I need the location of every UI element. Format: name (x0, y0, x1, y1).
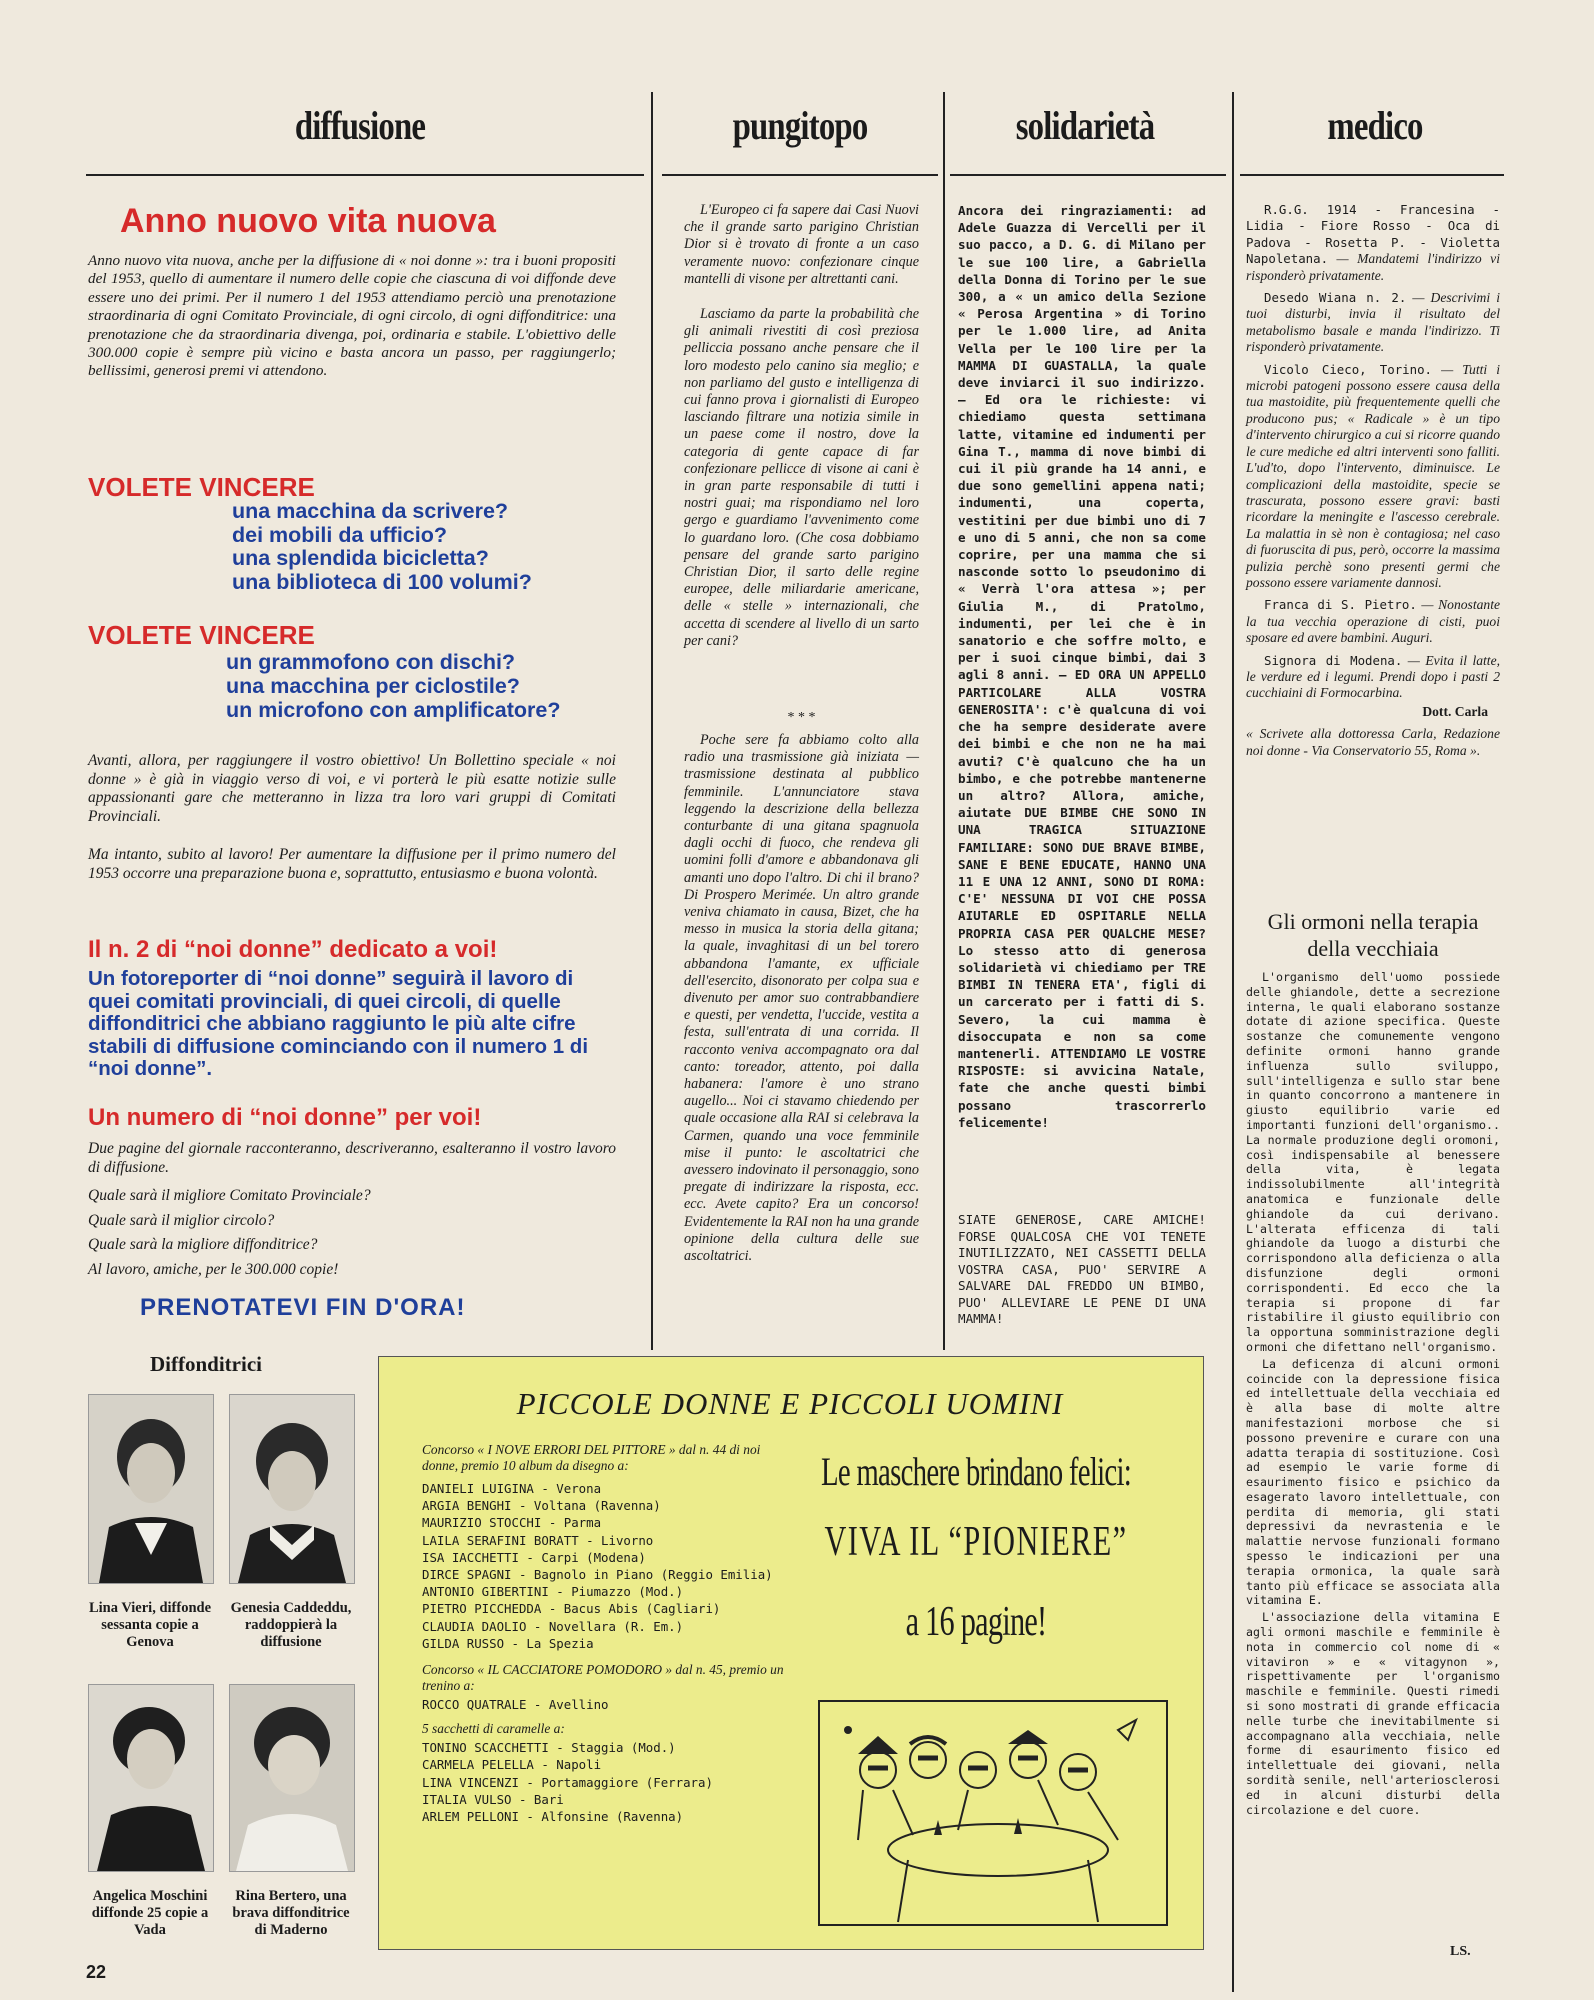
reply-item (1246, 597, 1500, 646)
reply-text: — Evita il latte, le verdure ed i legumi. Prendi dopo i pasti 2 cucchiaini di Formocarbina. (1246, 652, 1500, 701)
promo-line-1: Le maschere brindano felici: (820, 1449, 1132, 1494)
list-item: MAURIZIO STOCCHI - Parma (422, 1515, 602, 1531)
portrait-photo (88, 1684, 214, 1872)
solidarieta-p1: Ancora dei ringraziamenti: ad Adele Guazza di Vercelli per il suo pacco, a D. G. di Milano per le sue 100 lire, a Gabriella della Donna di Torino per le sue 300, a « un amico della Sezione « Perosa Argentina » di Torino per le 1.000 lire, ad Anita Vella per le 100 lire per la MAMMA DI GUASTALLA, la quale deve inviarci il suo indirizzo. — Ed ora le richieste: vi chiediamo questa settimana latte, vitamine ed indumenti per Gina T., mamma di nove bimbi di cui il più grande ha 14 anni, e due sono gemellini appena nati; indumenti, una coperta, vestitini per due bimbi uno di 7 e uno di 5 anni, che non sa come coprire, per una mamma che si nasconde sotto lo pseudonimo di « Verrà l'ora attesa »; per Giulia M., di Pratolmo, indumenti, per lei che è in sanatorio e che soffre molto, e per i suoi cinque bimbi, dai 3 agli 8 anni. — ED ORA UN APPELLO PARTICOLARE ALLA VOSTRA GENEROSITA': c'è qualcuna di voi che ha sempre desiderate avere dei bimbi e che non ne ha mai avuti? C'è qualcuno che ha un bimbo, e che potrebbe mantenerne un altro? Allora, amiche, aiutate DUE BIMBE CHE SONO IN UNA TRAGICA SITUAZIONE FAMILIARE: SONO DUE BRAVE BIMBE, SANE E BENE EDUCATE, HANNO UNA 11 E UNA 12 ANNI, SONO DI ROMA: C'E' NESSUNA DI VOI CHE POSSA AIUTARLE ED OSPITARLE NELLA PROPRIA CASA PER QUALCHE MESE? Lo stesso atto di generosa solidarietà vi chiediamo per TRE BIMBI IN TENERA ETA', figli di un carcerato per i fatti di S. Severo, la cui mamma è disoccupata e non sa come mantenerli. ATTENDIAMO LE VOSTRE RISPOSTE: si avvicina Natale, fate che anche questi bimbi possano trascorrerlo felicemente! (958, 203, 1206, 1130)
winners-list-3 (422, 1739, 784, 1825)
list-item: un grammofono con dischi? (226, 650, 516, 674)
numero-questions (88, 1184, 616, 1282)
list-item: una biblioteca di 100 volumi? (232, 569, 532, 594)
reply-name: Franca di S. Pietro. (1264, 597, 1417, 613)
winners-list-1 (422, 1480, 784, 1652)
vincere-list-2 (226, 650, 560, 722)
reply-item (1246, 653, 1500, 702)
header-rule-1 (86, 174, 644, 176)
list-item: Quale sarà la migliore diffonditrice? (88, 1236, 318, 1253)
reply-name: Signora di Modena. (1264, 652, 1403, 668)
diffusione-avanti: Avanti, allora, per raggiungere il vostro obiettivo! Un Bollettino speciale « noi donne » è già in viaggio verso di voi, e vi porterà le più esatte notizie sulle appassionanti gare che metteranno in lizza tra loro vari gruppi di Comitati Provinciali. (88, 752, 616, 825)
list-item: Quale sarà il migliore Comitato Provinciale? (88, 1187, 371, 1204)
list-item: ISA IACCHETTI - Carpi (Modena) (422, 1549, 646, 1565)
diffusione-title: Anno nuovo vita nuova (120, 202, 496, 240)
list-item: ROCCO QUATRALE - Avellino (422, 1697, 609, 1713)
list-item: CARMELA PELELLA - Napoli (422, 1757, 602, 1773)
list-item: CLAUDIA DAOLIO - Novellara (R. Em.) (422, 1618, 684, 1634)
portrait-caption: Genesia Caddeddu, raddoppierà la diffusione (230, 1600, 352, 1650)
list-item: una splendida bicicletta? (232, 546, 489, 570)
reply-name: Desedo Wiana n. 2. (1264, 290, 1407, 306)
reply-item (1246, 362, 1500, 592)
portrait-image (89, 1395, 213, 1583)
masks-illustration (818, 1700, 1168, 1926)
section-header-diffusione: diffusione (294, 103, 426, 148)
portrait-photo (229, 1394, 355, 1584)
reply-item (1246, 202, 1500, 284)
medico-signature: Dott. Carla (1422, 703, 1488, 719)
portrait-photo (229, 1684, 355, 1872)
column-divider-1 (651, 92, 653, 1350)
list-item: ANTONIO GIBERTINI - Piumazzo (Mod.) (422, 1584, 684, 1600)
list-item: Al lavoro, amiche, per le 300.000 copie! (88, 1260, 339, 1278)
pungitopo-p3: Poche sere fa abbiamo colto alla radio una trasmissione già iniziata — trasmissione destinata al pubblico femminile. L'annunciatore stava leggendo la descrizione della bellezza conturbante di una gitana spagnuola dagli occhi di fuoco, che rendeva gli uomini folli d'amore e abbandonava gli amanti uno dopo l'altro. Di chi il brano? Di Prospero Merimée. Un altro grande veniva chiamato in causa, Bizet, che ha messo in musica la storia della gitana; la quale, invaghitasi di un bel torero abbandona l'amante, ex ufficiale dell'esercito, disonorato per colpa sua e divenuto per amor suo contrabbandiere e questi, per vendetta, l'uccide, vestita a festa, sull'entrata di una corrida. Il racconto veniva accompagnato ora dal canto: toreador, attento, poi dalla habanera: l'amore è uno strano augello... Noi ci stavamo chiedendo per quale occasione alla RAI si celebrava la Carmen, quando una voce femminile mise il punto: le ascoltatrici che avessero indovinato il personaggio, sono pregate di indirizzare la risposta, ecc. ecc. Avete capito? Era un concorso! Evidentemente la RAI non ha una grande opinione della cultura delle sue ascoltatrici. (684, 732, 919, 1265)
portrait-caption: Lina Vieri, diffonde sessanta copie a Genova (88, 1600, 212, 1650)
list-item: DANIELI LUIGINA - Verona (422, 1481, 602, 1496)
portrait-photo (88, 1394, 214, 1584)
concorso-intro-3: 5 sacchetti di caramelle a: (422, 1721, 565, 1737)
n2-text: Un fotoreporter di “noi donne” seguirà il lavoro di quei comitati provinciali, di quei circoli, di quelle diffonditrici che abbiano raggiunto le più alte cifre stabili di diffusione cominciando con il numero 1 di “noi donne”. (88, 967, 589, 1080)
vincere-heading-2: VOLETE VINCERE (88, 620, 315, 650)
list-item: dei mobili da ufficio? (232, 522, 447, 547)
article-initials: LS. (1450, 1944, 1471, 1959)
numero-heading: Un numero di “noi donne” per voi! (88, 1104, 482, 1131)
article-body (1246, 970, 1500, 1817)
medico-replies (1246, 202, 1500, 759)
portrait-image (89, 1685, 213, 1871)
section-header-pungitopo: pungitopo (732, 103, 868, 148)
vincere-list-1 (232, 500, 532, 594)
article-paragraph: L'organismo dell'uomo possiede delle ghiandole, dette a secrezione interna, le quali elaborano sostanze dotate di azione specifica. Queste sostanze che comunemente vengono definite ormoni hanno grande influenza sullo sviluppo, sull'intelligenza e sullo star bene in quanto concorrono a mantenere in giusto equilibrio varie ed importanti funzioni dell'organismo.. La normale produzione degli oromoni, così indispensabile al benessere della vita, è legata indissolubilmente all'integrità anatomica e funzionale delle ghiandole da cui derivano. L'alterata efficenza di tali ghiandole da luogo a disturbi che corrispondono alla deficienza o alla disfunzione degli ormoni corrispondenti. Ed ecco che la terapia si propone di far ristabilire il giusto equilibrio con la opportuna somministrazione degli ormoni che difettano nell'organismo. (1246, 970, 1500, 1354)
list-item: LINA VINCENZI - Portamaggiore (Ferrara) (422, 1774, 713, 1790)
list-item: ARLEM PELLONI - Alfonsine (Ravenna) (422, 1809, 684, 1825)
medico-address: « Scrivete alla dottoressa Carla, Redazione noi donne - Via Conservatorio 55, Roma ». (1246, 726, 1500, 758)
column-divider-2 (943, 92, 945, 1350)
masks-drawing (818, 1700, 1168, 1926)
promo-line-3: a 16 pagine! (905, 1599, 1047, 1645)
winners-list-2 (422, 1696, 784, 1713)
promo-line-2: VIVA IL “PIONIERE” (824, 1519, 1128, 1565)
list-item: TONINO SCACCHETTI - Staggia (Mod.) (422, 1740, 676, 1756)
concorso-intro-2: Concorso « IL CACCIATORE POMODORO » dal n. 45, premio un trenino a: (422, 1662, 784, 1694)
pungitopo-p2: Lasciamo da parte la probabilità che gli animali rivestiti di così preziosa pelliccia possano anche pensare che il loro modesto pelo canino sia meglio; e non parliamo del gusto e intelligenza di cui fanno prova i giornalisti di Europeo lasciando filtrare una notizia simile in un paese come il nostro, dove la categoria di gente capace di far confezionare pellicce di visone ai cani è in gran parte responsabile di tutti i nostri guai; ma rispondiamo nel loro gergo e guardiamo l'avvenimento come lo guardano loro. (Che cosa dobbiamo pensare del grande sarto parigino Christian Dior, il sarto delle regine europee, delle miliardarie americane, delle « stelle » internazionali, che accetta di scendere al livello di un sarto per cani? (684, 306, 919, 649)
list-item: DIRCE SPAGNI - Bagnolo in Piano (Reggio Emilia) (422, 1567, 773, 1583)
header-rule-3 (950, 174, 1226, 176)
list-item: PIETRO PICCHEDDA - Bacus Abis (Cagliari) (422, 1601, 721, 1617)
reply-text: — Mandatemi l'indirizzo vi risponderò privatamente. (1246, 251, 1500, 283)
pungitopo-p1: L'Europeo ci fa sapere dai Casi Nuovi che il grande sarto parigino Christian Dior si è trovato di fronte a un caso veramente nuovo: confezionare cinque mantelli di visone per altrettanti cani. (684, 202, 919, 287)
list-item: una macchina per ciclostile? (226, 674, 520, 698)
list-item: LAILA SERAFINI BORATT - Livorno (422, 1532, 654, 1548)
page-number: 22 (86, 1962, 107, 1982)
article-paragraph: L'associazione della vitamina E agli ormoni maschile e femminile è nota in commercio col nome di « vitaviron » e « vitagynon », rispettivamente per l'organismo maschile e femminile. Questi rimedi si sono mostrati di grande efficacia nelle turbe che inevitabilmente si accompagnano alla vecchiaia, nelle forme di esaurimento fisico ed intellettuale dei giovani, nella sordità senile, nell'arteriosclerosi ed in alcuni disturbi della circolazione e del cuore. (1246, 1610, 1500, 1817)
reply-text: — Tutti i microbi patogeni possono essere causa della tua mastoidite, più frequentemente quelli che producono pus; « Radicale » è un tipo d'intervento chirurgico a cui si ricorre quando le cure mediche ed altri interventi sono falliti. L'ud'to, dopo l'intervento, diminuisce. Le complicazioni della mastoidite, specie se trascurata, possono essere gravi: basti ricordare la meningite e l'ascesso cerebrale. La malattia in sè non è contagiosa; nel caso di fuoruscita di pus, però, occorre la massima pulizia perchè sono presenti germi che possono essere variamente dannosi. (1246, 361, 1501, 590)
section-header-solidarieta: solidarietà (1015, 103, 1155, 148)
portrait-image (230, 1395, 354, 1583)
vincere-heading-1: VOLETE VINCERE (88, 472, 315, 502)
concorso-intro-1: Concorso « I NOVE ERRORI DEL PITTORE » dal n. 44 di noi donne, premio 10 album da disegno a: (422, 1442, 761, 1473)
reply-name: R.G.G. 1914 - Francesina - Lidia - Fiore Rosso - Oca di Padova - Rosetta P. - Violetta Napoletana. (1246, 202, 1500, 267)
portrait-caption: Rina Bertero, una brava diffonditrice di Maderno (232, 1888, 350, 1938)
reply-name: Vicolo Cieco, Torino. (1264, 361, 1432, 377)
diffonditrici-title: Diffonditrici (150, 1352, 262, 1376)
numero-text: Due pagine del giornale racconteranno, descriveranno, esalteranno il vostro lavoro di diffusione. (88, 1140, 616, 1176)
header-rule-2 (662, 174, 938, 176)
n2-heading: Il n. 2 di “noi donne” dedicato a voi! (88, 936, 498, 963)
concorso-list (422, 1442, 784, 1825)
reply-item (1246, 290, 1500, 356)
reply-text: — Nonostante la tua vecchia operazione di cisti, puoi sposare ed avere bambini. Auguri. (1246, 597, 1501, 646)
concorso-title: PICCOLE DONNE E PICCOLI UOMINI (516, 1386, 1064, 1421)
portrait-image (230, 1685, 354, 1871)
section-header-medico: medico (1327, 103, 1423, 148)
article-title: Gli ormoni nella terapia della vecchiaia (1267, 909, 1479, 961)
list-item: GILDA RUSSO - La Spezia (422, 1635, 594, 1651)
prenotatevi-banner: PRENOTATEVI FIN D'ORA! (140, 1294, 466, 1321)
reply-text: — Descrivimi i tuoi disturbi, invia il risultato del metabolismo basale e manda l'indirizzo. Ti risponderò privatamente. (1246, 290, 1500, 355)
portrait-caption: Angelica Moschini diffonde 25 copie a Vada (91, 1888, 209, 1938)
list-item: Quale sarà il miglior circolo? (88, 1211, 275, 1229)
list-item: ARGIA BENGHI - Voltana (Ravenna) (422, 1498, 661, 1514)
diffusione-intro: Anno nuovo vita nuova, anche per la diffusione di « noi donne »: tra i buoni propositi del 1953, quello di aumentare il numero delle copie che ciascuna di voi diffonde deve essere uno dei primi. Per il numero 1 del 1953 attendiamo perciò una prenotazione straordinaria di ogni Comitato Provinciale, di ogni circolo, di ogni diffonditrice: una prenotazione che da straordinaria divenga, poi, ordinaria e stabile. L'obiettivo delle 300.000 copie è sempre più vicino e basta ancora un passo, per raggiungerlo; bellissimi, generosi premi vi attendono. (88, 252, 616, 380)
list-item: ITALIA VULSO - Bari (422, 1791, 564, 1807)
header-rule-4 (1240, 174, 1504, 176)
pungitopo-separator: * * * (787, 710, 816, 725)
list-item: una macchina da scrivere? (232, 499, 509, 523)
solidarieta-p2: SIATE GENEROSE, CARE AMICHE! FORSE QUALCOSA CHE VOI TENETE INUTILIZZATO, NEI CASSETTI DELLA VOSTRA CASA, PUO' SERVIRE A SALVARE DAL FREDDO UN BIMBO, PUO' ALLEVIARE LE PENE DI UNA MAMMA! (958, 1212, 1206, 1326)
diffusione-intanto: Ma intanto, subito al lavoro! Per aumentare la diffusione per il primo numero del 1953 occorre una preparazione buona e, soprattutto, entusiasmo e buona volontà. (88, 846, 616, 882)
column-divider-3 (1232, 92, 1234, 1992)
article-paragraph: La deficenza di alcuni ormoni coincide con la depressione fisica ed intellettuale della vecchiaia ed è alla base di molte altre manifestazioni morbose che si possono prevenire e curare con una adatta terapia di sostituzione. Così ad esempio le varie forme di esaurimento fisico e psichico da esagerato lavoro intellettuale, con perdita di memoria, gli stati depressivi da nevrastenia e le malattie nervose funzionali formano spesso le indicazioni per una terapia ormonica, la quale sarà tanto più efficace se associata alla vitamina E. (1246, 1356, 1500, 1608)
list-item: un microfono con amplificatore? (226, 698, 561, 722)
